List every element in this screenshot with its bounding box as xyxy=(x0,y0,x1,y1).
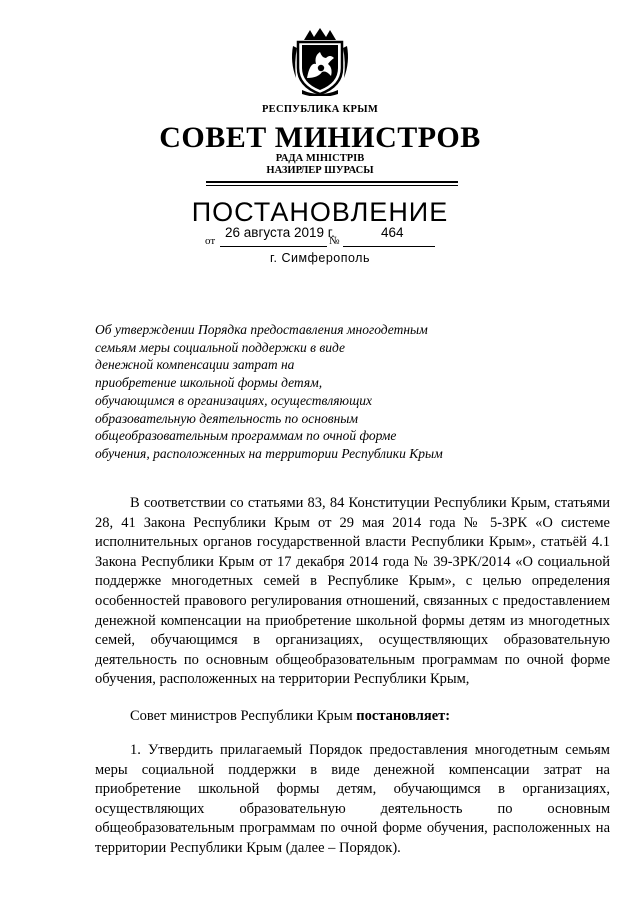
clause-1-paragraph: 1. Утвердить прилагаемый Порядок предоставления многодетным семьям меры социальной поддержки в виде денежной компенсации затрат на приобретение школьной формы детям, обучающимся в организациях, осуществляющих образовательную деятельность по основным общеобразовательным программам по очной форме обучения, расположенных на территории Республики Крым (далее – Порядок). xyxy=(95,742,610,856)
city-name: г. Симферополь xyxy=(270,251,370,265)
republic-name: РЕСПУБЛИКА КРЫМ xyxy=(261,104,379,115)
council-name-crimean-tatar: НАЗИРЛЕР ШУРАСЫ xyxy=(266,165,374,176)
title-line: обучающимся в организациях, осуществляющих xyxy=(95,392,373,408)
council-name-ukrainian: РАДА МІНІСТРІВ xyxy=(275,153,365,164)
title-line: приобретение школьной формы детям, xyxy=(95,375,323,391)
decree-title xyxy=(95,321,535,463)
decree-date: 26 августа 2019 г. xyxy=(225,225,335,240)
decree-date-number-line xyxy=(205,225,445,245)
coat-of-arms-emblem xyxy=(290,28,350,96)
title-line: обучения, расположенных на территории Республики Крым xyxy=(95,445,443,461)
preamble-paragraph: В соответствии со статьями 83, 84 Конституции Республики Крым, статьями 28, 41 Закона Республики Крым от 29 мая 2014 года № 5-ЗРК «О системе исполнительных органов государственной власти Республики Крым», статьёй 4.1 Закона Республики Крым от 17 декабря 2014 года № 39-ЗРК/2014 «О социальной поддержке многодетных семей в Республике Крым», с целью определения особенностей правового регулирования отношений, связанных с предоставлением денежной компенсации на приобретение школьной формы детям из многодетных семей, обучающимся в организациях, осуществляющих образовательную деятельность по основным общеобразовательным программам по очной форме обучения, расположенных на территории Республики Крым, xyxy=(95,495,610,688)
header-rule-thick xyxy=(206,181,458,183)
title-line: денежной компенсации затрат на xyxy=(95,357,295,373)
resolution-verb: постановляет: xyxy=(356,708,451,724)
resolution-paragraph xyxy=(95,707,610,727)
number-label: № xyxy=(329,235,340,247)
title-line: общеобразовательным программам по очной форме xyxy=(95,428,397,444)
number-underline xyxy=(343,246,435,247)
resolution-lead: Совет министров Республики Крым xyxy=(130,708,357,724)
council-name: СОВЕТ МИНИСТРОВ xyxy=(159,121,481,154)
title-line: семьям меры социальной поддержки в виде xyxy=(95,339,346,355)
decree-heading: ПОСТАНОВЛЕНИЕ xyxy=(191,197,449,227)
title-line: образовательную деятельность по основным xyxy=(95,410,359,426)
title-line: Об утверждении Порядка предоставления многодетным xyxy=(95,322,428,337)
date-underline xyxy=(220,246,327,247)
header-rule-thin xyxy=(206,185,458,186)
decree-number: 464 xyxy=(381,225,404,240)
date-from-label: от xyxy=(205,235,216,247)
